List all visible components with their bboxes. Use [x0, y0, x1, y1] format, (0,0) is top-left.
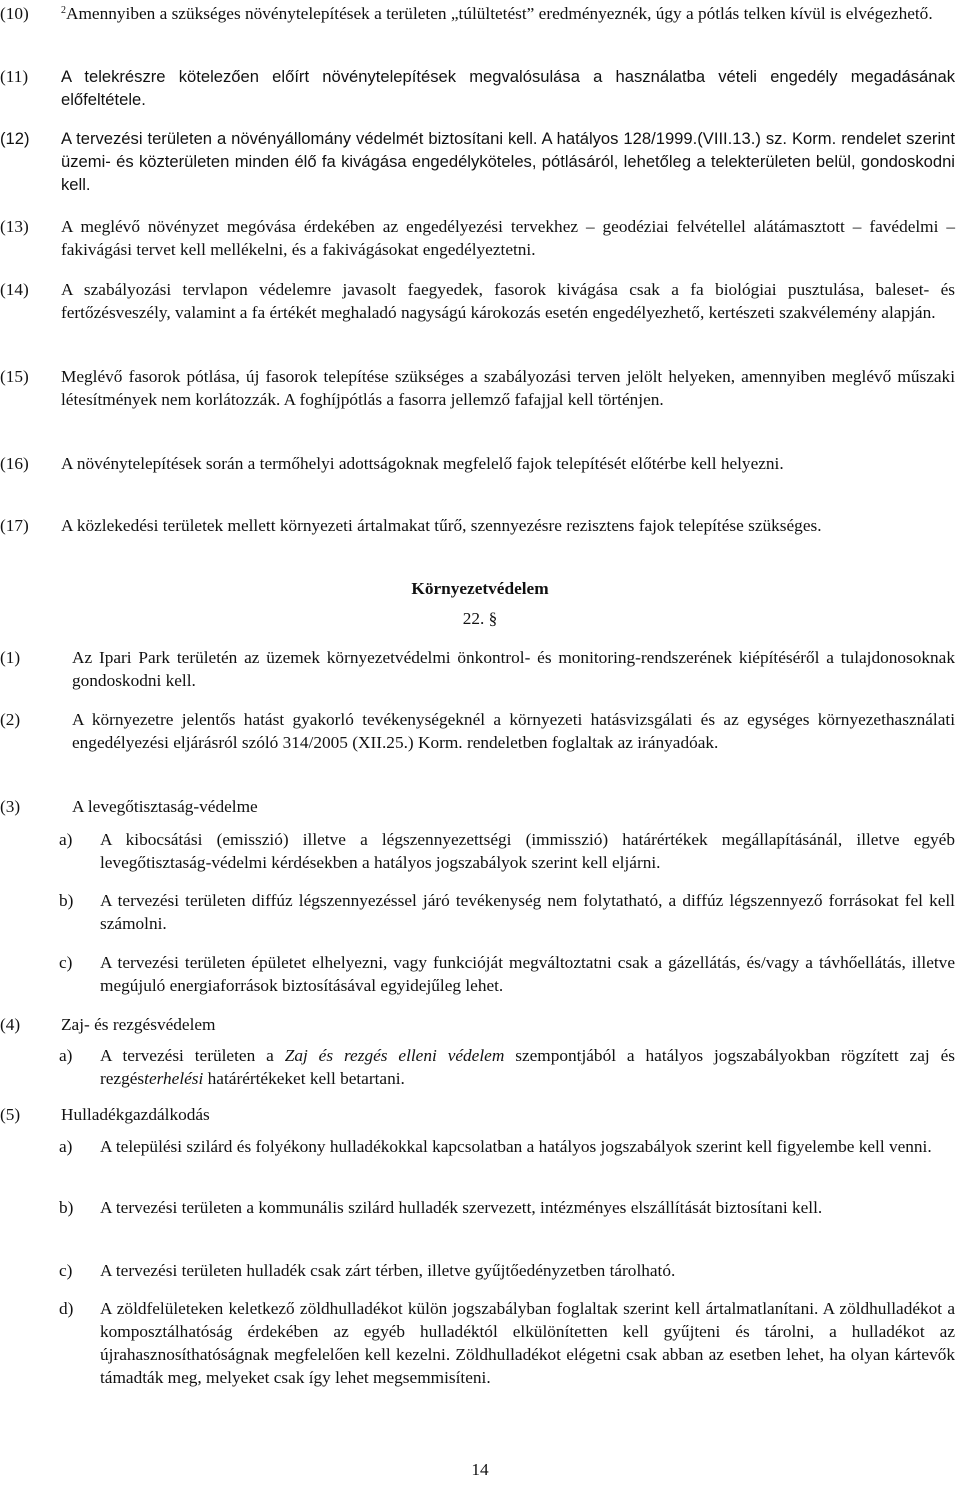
item-text: A kibocsátási (emisszió) illetve a légszennyezettségi (immisszió) határértékek megállapításánál, illetve egyéb levegőtisztaság-védelmi kérdésekben a hatályos jogszabályok szerint kell eljárni.: [100, 830, 955, 872]
paragraph-14: [0, 278, 955, 324]
item-letter: b): [59, 1198, 74, 1217]
section-paragraph-4: [0, 1013, 955, 1036]
paragraph-number: (17): [0, 516, 29, 535]
section-title: Környezetvédelem: [411, 579, 549, 598]
section-paragraph-5: [0, 1103, 955, 1126]
paragraph-15: [0, 365, 955, 411]
list-item-5a: [59, 1135, 955, 1158]
paragraph-text: [61, 2, 955, 25]
paragraph-text: A tervezési területen a növényállomány védelmét biztosítani kell. A hatályos 128/1999.(VIII.13.) sz. Korm. rendelet szerint üzemi- és közterületen minden élő fa kivágása engedélyköteles, pótlásáról, lehetőleg a telekterületen belül, gondoskodni kell.: [61, 129, 955, 194]
paragraph-number: (12): [0, 129, 30, 148]
item-text-mid: szempontjából a hatályos jogszabályokban rögzített zaj és rezgés: [100, 1046, 955, 1088]
paragraph-12: [0, 127, 955, 196]
paragraph-number: (5): [0, 1105, 21, 1124]
paragraph-text: A szabályozási tervlapon védelemre javasolt faegyedek, fasorok kivágása csak a fa biológiai pusztulása, baleset- és fertőzésveszély, valamint a fa értékét meghaladó nagyságú károkozás esetén engedélyezhető, kertészeti szakvélemény alapján.: [61, 280, 955, 322]
item-text-pre: A tervezési területen a: [100, 1046, 285, 1065]
item-text: A tervezési területen hulladék csak zárt térben, illetve gyűjtőedényzetben tárolható.: [100, 1261, 676, 1280]
paragraph-text: A közlekedési területek mellett környezeti ártalmakat tűrő, szennyezésre rezisztens fajok telepítése szükséges.: [61, 516, 822, 535]
paragraph-text: A környezetre jelentős hatást gyakorló tevékenységeknél a környezeti hatásvizsgálati és az egységes környezethasználati engedélyezési eljárásról szóló 314/2005 (XII.25.) Korm. rendeletben foglaltak az irányadóak.: [72, 710, 955, 752]
item-text: A zöldfelületeken keletkező zöldhulladékot külön jogszabályban foglaltak szerint kell ártalmatlanítani. A zöldhulladékot a komposztálhatóság érdekében az egyéb hulladéktól elkülönítetten kell gyűjteni és tárolni, a hulladékot az újrahasznosíthatóságnak megfelelően kell kezelni. Zöldhulladékot elégetni csak abban az esetben lehet, ha olyan kártevők támadták meg, melyeket csak így lehet megsemmisíteni.: [100, 1299, 955, 1387]
paragraph-text: A meglévő növényzet megóvása érdekében az engedélyezési tervekhez – geodéziai felvétellel alátámasztott – favédelmi – fakivágási tervet kell mellékelni, és a fakivágásokat engedélyeztetni.: [61, 217, 955, 259]
item-letter: c): [59, 953, 73, 972]
paragraph-text: A telekrészre kötelezően előírt növénytelepítések megvalósulása a használatba vételi engedély megadásának előfeltétele.: [61, 67, 955, 109]
paragraph-13: [0, 215, 955, 261]
paragraph-number: (3): [0, 797, 21, 816]
item-letter: d): [59, 1299, 74, 1318]
list-item-5b: [59, 1196, 955, 1219]
item-letter: b): [59, 891, 74, 910]
paragraph-number: (13): [0, 217, 29, 236]
item-text-post: határértékeket kell betartani.: [203, 1069, 405, 1088]
list-item-5c: [59, 1259, 955, 1282]
item-text: A települési szilárd és folyékony hulladékokkal kapcsolatban a hatályos jogszabályok szerint kell figyelembe kell venni.: [100, 1137, 932, 1156]
paragraph-number: (16): [0, 454, 29, 473]
paragraph-number: (11): [0, 67, 29, 86]
paragraph-number: (10): [0, 4, 29, 23]
paragraph-text: Az Ipari Park területén az üzemek környezetvédelmi önkontrol- és monitoring-rendszerének kiépítéséről a tulajdonosoknak gondoskodni kell.: [72, 648, 955, 690]
paragraph-body: Amennyiben a szükséges növénytelepítések a területen „túlültetést” eredményeznék, úgy a pótlás telken kívül is elvégezhető.: [66, 4, 933, 23]
paragraph-number: (1): [0, 648, 21, 667]
list-item-3b: [59, 889, 955, 935]
paragraph-number: (2): [0, 710, 21, 729]
paragraph-number: (4): [0, 1015, 21, 1034]
paragraph-number: (14): [0, 280, 29, 299]
item-text: A tervezési területen diffúz légszennyezéssel járó tevékenység nem folytatható, a diffúz légszennyező forrásokat fel kell számolni.: [100, 891, 955, 933]
paragraph-17: [0, 514, 955, 537]
list-item-3a: [59, 828, 955, 874]
item-text-italic-2: terhelési: [144, 1069, 204, 1088]
list-item-4a: [59, 1044, 955, 1090]
item-letter: a): [59, 1137, 73, 1156]
item-text: A tervezési területen a kommunális szilárd hulladék szervezett, intézményes elszállítását biztosítani kell.: [100, 1198, 823, 1217]
section-number: 22. §: [462, 609, 498, 628]
paragraph-number: (15): [0, 367, 29, 386]
item-text: A tervezési területen épületet elhelyezni, vagy funkcióját megváltoztatni csak a gázellátás, és/vagy a távhőellátás, illetve megújuló energiaforrások biztosításával egyidejűleg lehet.: [100, 953, 955, 995]
list-item-3c: [59, 951, 955, 997]
paragraph-heading: Zaj- és rezgésvédelem: [61, 1015, 216, 1034]
paragraph-heading: A levegőtisztaság-védelme: [72, 797, 258, 816]
footnote-marker: 2: [61, 5, 66, 16]
section-paragraph-2: [0, 708, 955, 754]
page-number: 14: [471, 1460, 489, 1479]
paragraph-heading: Hulladékgazdálkodás: [61, 1105, 210, 1124]
section-paragraph-3: [0, 795, 955, 818]
section-paragraph-1: [0, 646, 955, 692]
item-letter: c): [59, 1261, 73, 1280]
paragraph-text: Meglévő fasorok pótlása, új fasorok telepítése szükséges a szabályozási terven jelölt helyeken, amennyiben meglévő műszaki létesítmények nem korlátozzák. A foghíjpótlás a fasorra jellemző fafajjal kell történjen.: [61, 367, 955, 409]
item-text-italic-1: Zaj és rezgés elleni védelem: [284, 1046, 505, 1065]
item-letter: a): [59, 830, 73, 849]
list-item-5d: [59, 1297, 955, 1389]
item-text: [100, 1044, 955, 1090]
paragraph-16: [0, 452, 955, 475]
paragraph-11: [0, 65, 955, 111]
item-letter: a): [59, 1046, 73, 1065]
paragraph-text: A növénytelepítések során a termőhelyi adottságoknak megfelelő fajok telepítését előtérbe kell helyezni.: [61, 454, 784, 473]
paragraph-10: [0, 2, 955, 25]
